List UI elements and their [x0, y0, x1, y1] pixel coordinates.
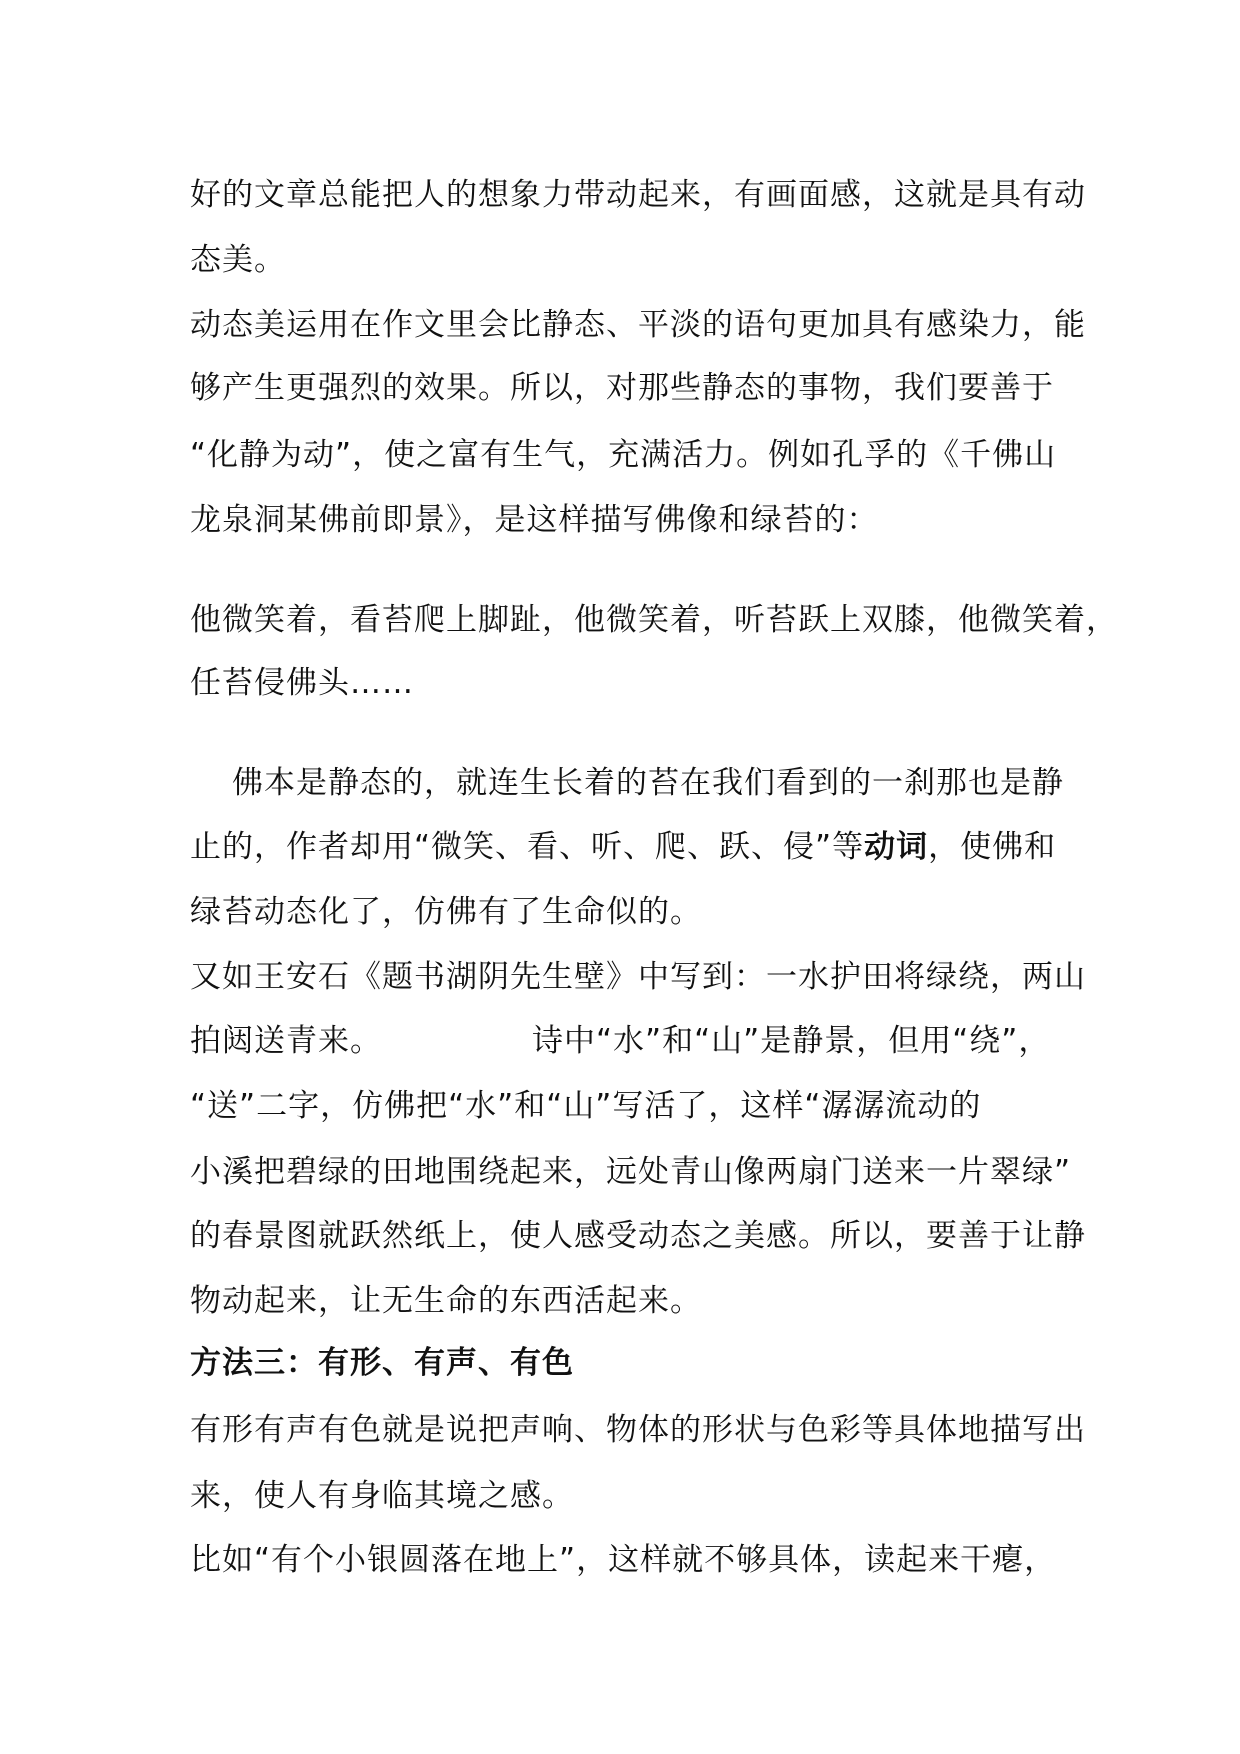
quote-line: 任苔侵佛头……: [190, 665, 414, 701]
paragraph-line: 佛本是静态的，就连生长着的苔在我们看到的一刹那也是静: [232, 765, 1064, 801]
paragraph-line: 动态美运用在作文里会比静态、平淡的语句更加具有感染力，能: [190, 307, 1086, 343]
section-heading: 方法三：有形、有声、有色: [190, 1345, 574, 1381]
text-segment: 诗中“水”和“山”是静景，但用“绕”，: [532, 1023, 1051, 1059]
text-segment: ，使佛和: [928, 829, 1057, 865]
paragraph-line: 比如“有个小银圆落在地上”，这样就不够具体，读起来干瘪，: [190, 1542, 1057, 1578]
paragraph-line: 来，使人有身临其境之感。: [190, 1478, 574, 1514]
paragraph-line: 够产生更强烈的效果。所以，对那些静态的事物，我们要善于: [190, 370, 1054, 406]
paragraph-line: “化静为动”，使之富有生气，充满活力。例如孔孚的《千佛山: [190, 437, 1057, 473]
paragraph-line: 绿苔动态化了，仿佛有了生命似的。: [190, 894, 702, 930]
bold-term: 动词: [864, 829, 929, 865]
paragraph-line: “送”二字，仿佛把“水”和“山”写活了，这样“潺潺流动的: [190, 1088, 982, 1124]
paragraph-line: 态美。: [190, 242, 286, 278]
paragraph-line: 小溪把碧绿的田地围绕起来，远处青山像两扇门送来一片翠绿”: [190, 1154, 1072, 1190]
text-segment: 拍闼送青来。: [190, 1023, 382, 1059]
paragraph-line: [190, 1021, 1070, 1061]
paragraph-line: 有形有声有色就是说把声响、物体的形状与色彩等具体地描写出: [190, 1412, 1086, 1448]
paragraph-line: 龙泉洞某佛前即景》，是这样描写佛像和绿苔的：: [190, 502, 879, 538]
paragraph-line: [190, 827, 1070, 867]
paragraph-line: 物动起来，让无生命的东西活起来。: [190, 1283, 702, 1319]
quote-line: 他微笑着，看苔爬上脚趾，他微笑着，听苔跃上双膝，他微笑着，: [190, 602, 1118, 638]
paragraph-line: 又如王安石《题书湖阴先生壁》中写到：一水护田将绿绕，两山: [190, 959, 1086, 995]
paragraph-line: 好的文章总能把人的想象力带动起来，有画面感，这就是具有动: [190, 177, 1086, 213]
text-segment: 止的，作者却用“微笑、看、听、爬、跃、侵”等: [190, 829, 865, 865]
paragraph-line: 的春景图就跃然纸上，使人感受动态之美感。所以，要善于让静: [190, 1218, 1086, 1254]
